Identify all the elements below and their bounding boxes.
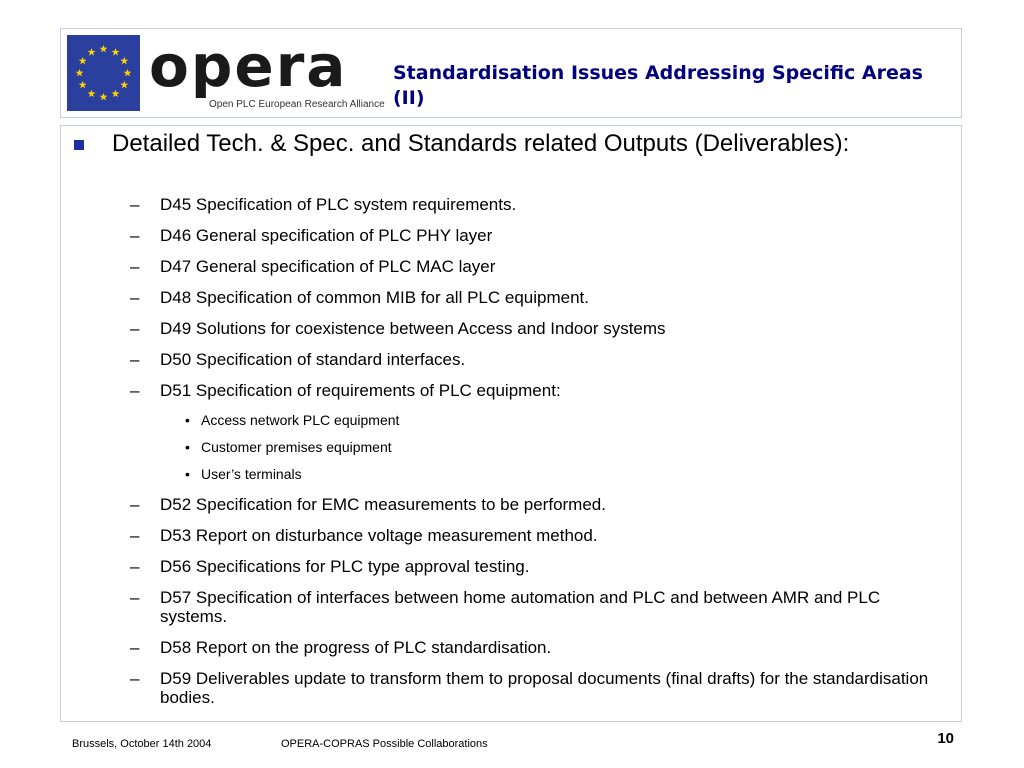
list-item: – D52 Specification for EMC measurements to be performed. bbox=[130, 495, 606, 514]
page-number: 10 bbox=[937, 730, 954, 747]
flag-star-icon bbox=[120, 57, 128, 65]
sublist-item: • Customer premises equipment bbox=[185, 439, 392, 455]
flag-star-icon bbox=[79, 81, 87, 89]
list-item: – D51 Specification of requirements of PLC equipment: bbox=[130, 381, 561, 400]
flag-star-icon bbox=[79, 57, 87, 65]
list-item: – D57 Specification of interfaces between home automation and PLC and between AMR and PLC systems. bbox=[130, 588, 881, 626]
flag-star-icon bbox=[76, 69, 84, 77]
opera-logo-tagline: Open PLC European Research Alliance bbox=[209, 99, 385, 110]
equipment-sublist bbox=[130, 412, 930, 483]
list-item: – D48 Specification of common MIB for all PLC equipment. bbox=[130, 288, 589, 307]
list-item: – D49 Solutions for coexistence between Access and Indoor systems bbox=[130, 319, 666, 338]
opera-logo-text: opera bbox=[149, 32, 348, 100]
square-bullet-icon bbox=[74, 140, 84, 150]
eu-flag-logo bbox=[67, 35, 140, 111]
flag-star-icon bbox=[124, 69, 132, 77]
sublist-item: • User’s terminals bbox=[185, 466, 302, 482]
footer-presentation-title: OPERA-COPRAS Possible Collaborations bbox=[281, 738, 488, 750]
list-item: – D53 Report on disturbance voltage measurement method. bbox=[130, 526, 598, 545]
header-box bbox=[60, 28, 962, 118]
flag-star-icon bbox=[100, 45, 108, 53]
flag-star-icon bbox=[88, 48, 96, 56]
flag-star-icon bbox=[120, 81, 128, 89]
flag-star-icon bbox=[112, 48, 120, 56]
footer-location-date: Brussels, October 14th 2004 bbox=[72, 738, 212, 750]
sublist-item: • Access network PLC equipment bbox=[185, 412, 400, 428]
slide-title: Standardisation Issues Addressing Specific Areas (II) bbox=[393, 62, 923, 109]
main-bullet-text: Detailed Tech. & Spec. and Standards related Outputs (Deliverables): bbox=[112, 130, 850, 157]
list-item: – D46 General specification of PLC PHY layer bbox=[130, 226, 493, 245]
list-item: – D59 Deliverables update to transform them to proposal documents (final drafts) for the standardisation bodies. bbox=[130, 669, 929, 707]
main-bullet bbox=[74, 130, 934, 157]
list-item: – D47 General specification of PLC MAC layer bbox=[130, 257, 496, 276]
deliverables-list bbox=[130, 195, 930, 719]
flag-star-icon bbox=[88, 90, 96, 98]
list-item: – D56 Specifications for PLC type approval testing. bbox=[130, 557, 530, 576]
list-item: – D45 Specification of PLC system requirements. bbox=[130, 195, 517, 214]
list-item: – D50 Specification of standard interfaces. bbox=[130, 350, 466, 369]
flag-star-icon bbox=[112, 90, 120, 98]
flag-star-icon bbox=[100, 93, 108, 101]
list-item: – D58 Report on the progress of PLC standardisation. bbox=[130, 638, 552, 657]
